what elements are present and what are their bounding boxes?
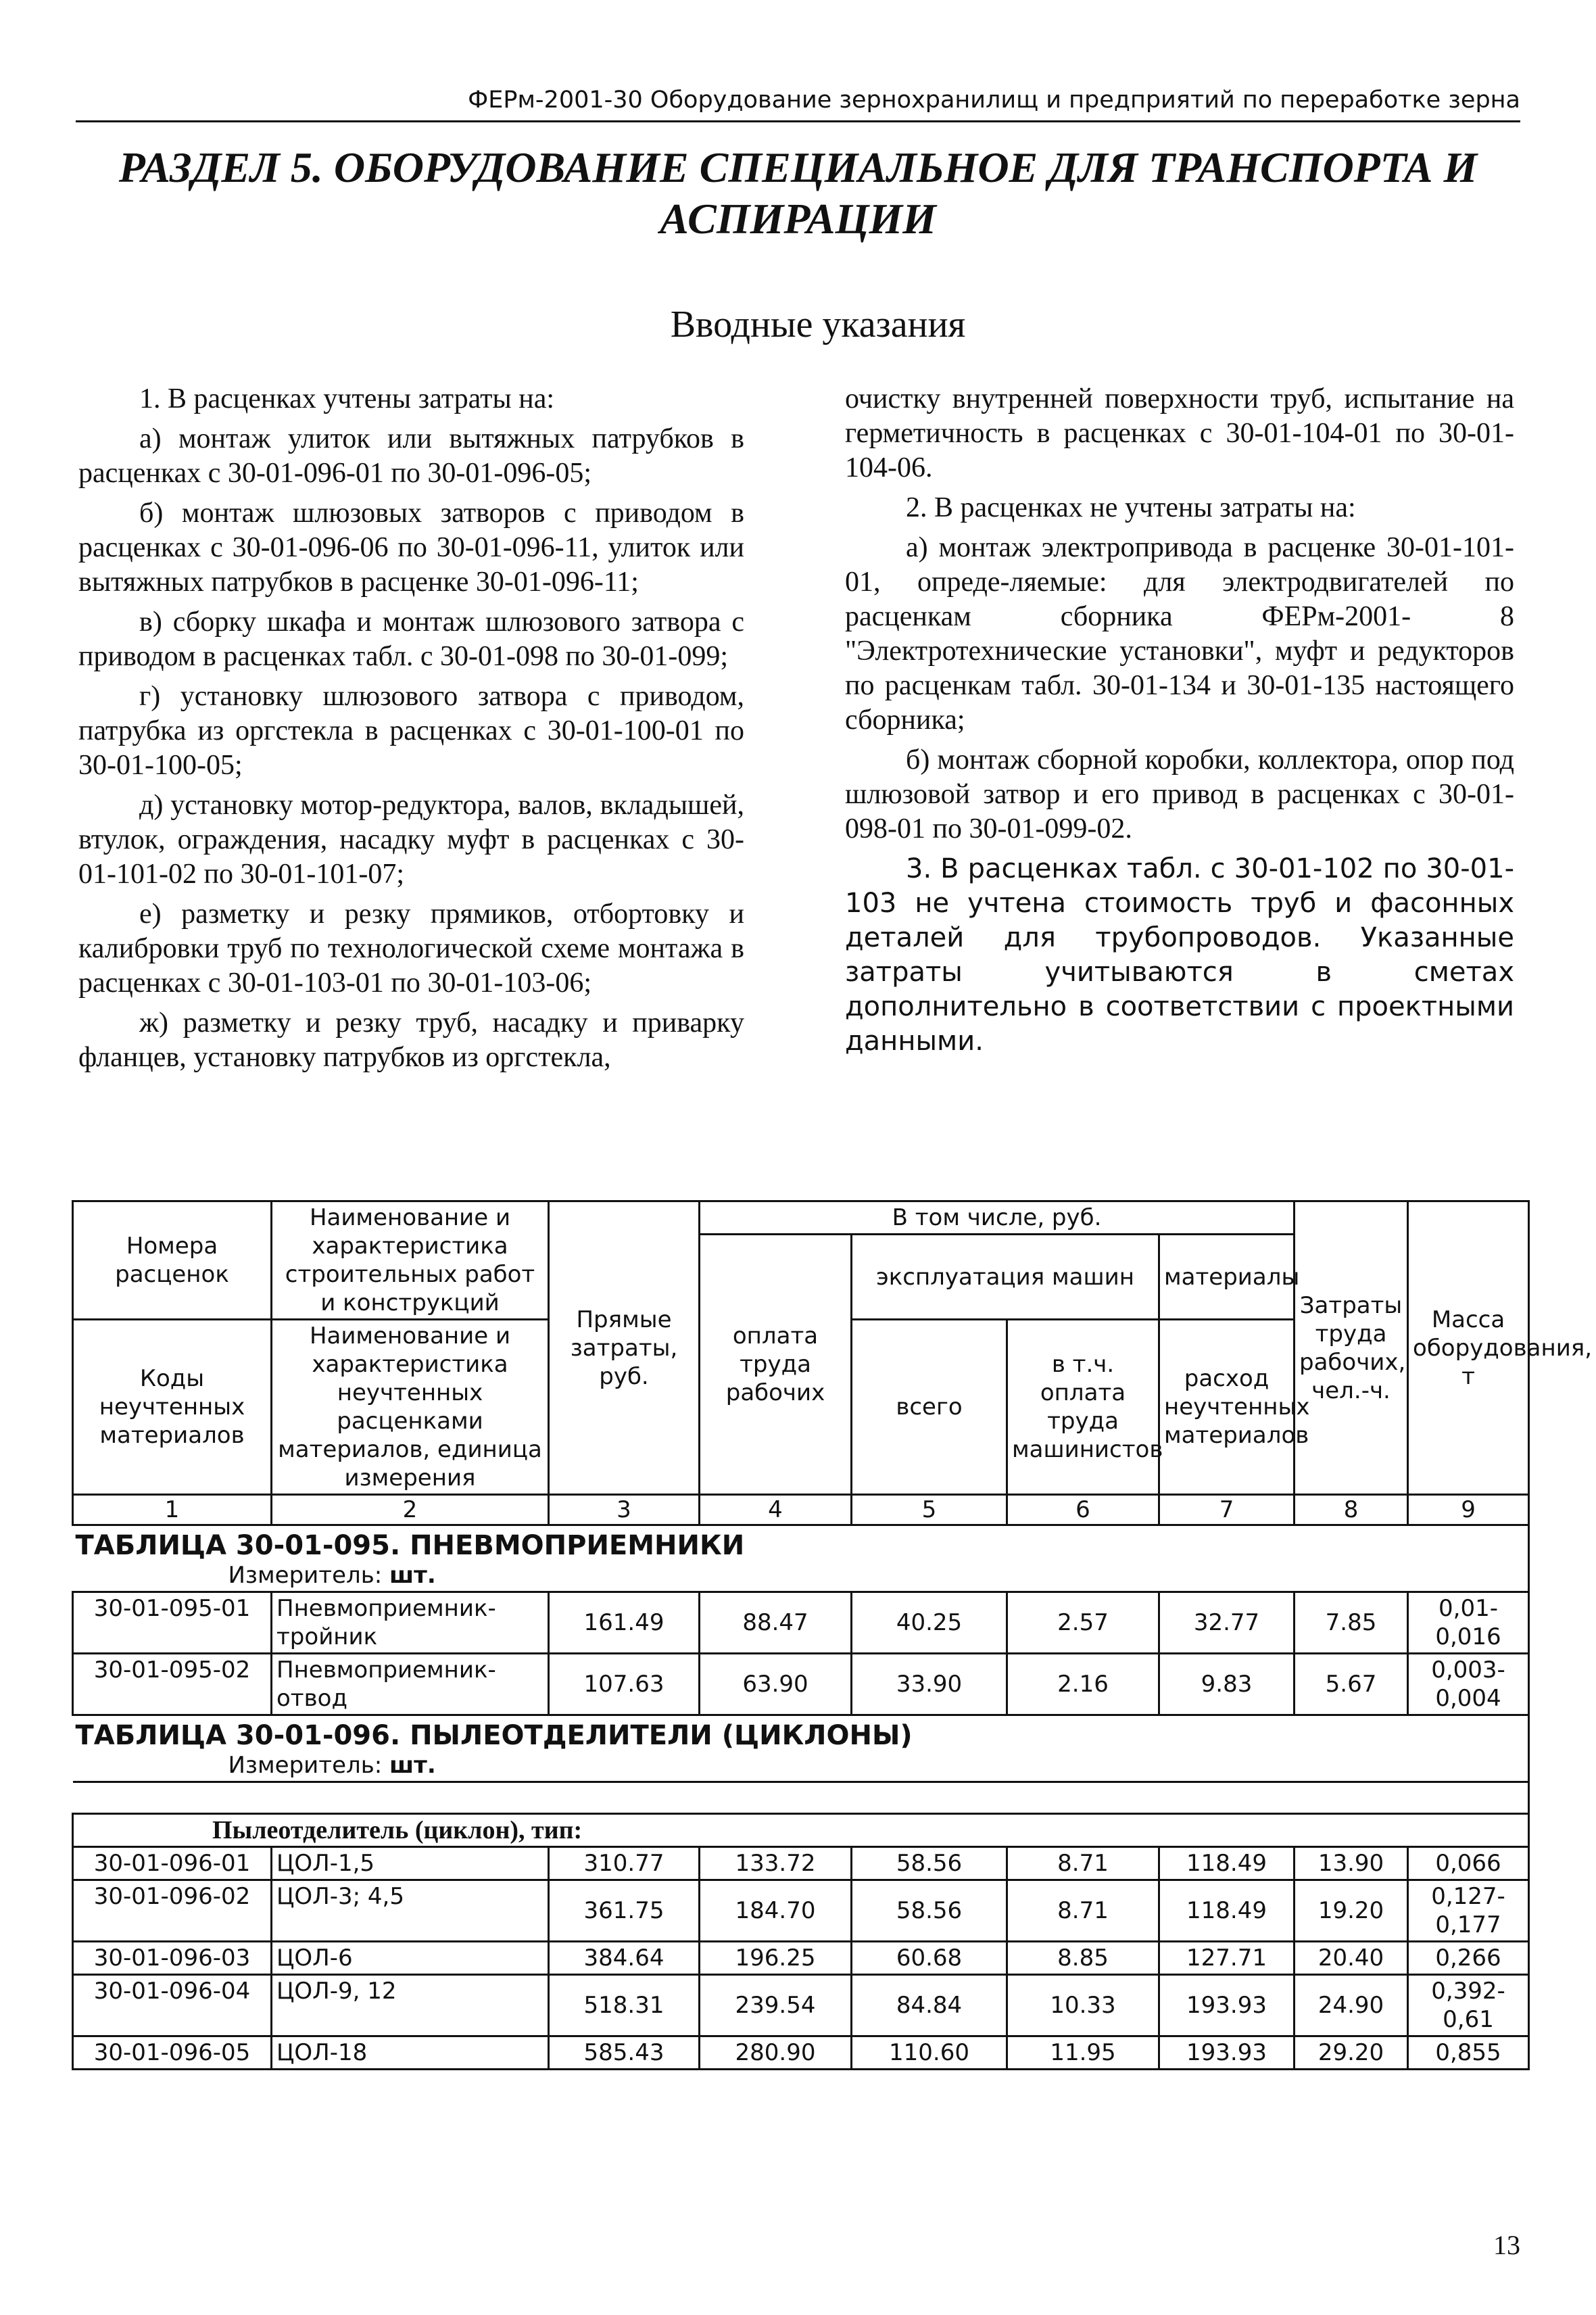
intro-paragraph: ж) разметку и резку труб, насадку и приварку фланцев, установку патрубков из оргстекла, — [78, 1007, 744, 1073]
labor: 13.90 — [1295, 1847, 1408, 1880]
rate-name: ЦОЛ-9, 12 — [272, 1975, 549, 2036]
intro-paragraph: б) монтаж шлюзовых затворов с приводом в расценках с 30-01-096-06 по 30-01-096-11, улиток или вытяжных патрубков в расценке 30-01-096-11; — [78, 498, 744, 598]
direct-costs: 310.77 — [549, 1847, 700, 1880]
intro-paragraph: 2. В расценках не учтены затраты на: — [906, 492, 1356, 523]
table-section-title: ТАБЛИЦА 30-01-096. ПЫЛЕОТДЕЛИТЕЛИ (ЦИКЛОНЫ) — [73, 1715, 1529, 1750]
operator-wages: 10.33 — [1007, 1975, 1159, 2036]
wages: 196.25 — [700, 1942, 852, 1975]
rate-code: 30-01-096-04 — [73, 1975, 272, 2036]
equipment-mass: 0,003-0,004 — [1408, 1654, 1529, 1715]
materials: 118.49 — [1159, 1847, 1295, 1880]
direct-costs: 384.64 — [549, 1942, 700, 1975]
column-number: 2 — [272, 1495, 549, 1525]
column-number: 9 — [1408, 1495, 1529, 1525]
intro-paragraph: а) монтаж электропривода в расценке 30-01-101-01, опреде-ляемые: для электродвигателей по расценкам сборника ФЕРм-2001- 8 "Электротехнические установки", муфт и редукторов по расценкам табл. 30-01-134 и 30-01-135 настоящего сборника; — [845, 532, 1514, 736]
column-number: 3 — [549, 1495, 700, 1525]
equipment-mass: 0,855 — [1408, 2036, 1529, 2070]
intro-right-column — [845, 382, 1514, 1064]
unit-label: Измеритель: — [228, 1752, 383, 1779]
header-equipment-mass: Масса оборудования, т — [1408, 1201, 1529, 1495]
table-row — [73, 2036, 1529, 2070]
table-section-title: ТАБЛИЦА 30-01-095. ПНЕВМОПРИЕМНИКИ — [73, 1525, 1529, 1560]
header-direct-costs: Прямые затраты, руб. — [549, 1201, 700, 1495]
header-rate-numbers: Номера расценок — [73, 1201, 272, 1320]
equipment-mass: 0,127-0,177 — [1408, 1880, 1529, 1942]
rate-code: 30-01-096-03 — [73, 1942, 272, 1975]
equipment-mass: 0,01-0,016 — [1408, 1592, 1529, 1654]
rate-name: Пневмоприемник-отвод — [272, 1654, 549, 1715]
machines: 58.56 — [852, 1847, 1007, 1880]
table-row — [73, 1592, 1529, 1654]
labor: 24.90 — [1295, 1975, 1408, 2036]
materials: 32.77 — [1159, 1592, 1295, 1654]
direct-costs: 585.43 — [549, 2036, 700, 2070]
labor: 20.40 — [1295, 1942, 1408, 1975]
materials: 9.83 — [1159, 1654, 1295, 1715]
intro-paragraph: б) монтаж сборной коробки, коллектора, опор под шлюзовой затвор и его привод в расценках с 30-01-098-01 по 30-01-099-02. — [845, 744, 1514, 844]
wages: 184.70 — [700, 1880, 852, 1942]
header-materials: материалы — [1159, 1235, 1295, 1320]
direct-costs: 361.75 — [549, 1880, 700, 1942]
direct-costs: 518.31 — [549, 1975, 700, 2036]
intro-paragraph: 1. В расценках учтены затраты на: — [139, 383, 555, 414]
header-name: Наименование и характеристика строительных работ и конструкций — [272, 1201, 549, 1320]
header-including: В том числе, руб. — [700, 1201, 1295, 1235]
materials: 193.93 — [1159, 2036, 1295, 2070]
rates-table — [72, 1200, 1593, 2070]
rate-code: 30-01-096-05 — [73, 2036, 272, 2070]
header-machines-total: всего — [852, 1320, 1007, 1495]
wages: 63.90 — [700, 1654, 852, 1715]
operator-wages: 8.85 — [1007, 1942, 1159, 1975]
operator-wages: 2.16 — [1007, 1654, 1159, 1715]
machines: 60.68 — [852, 1942, 1007, 1975]
group-heading: Пылеотделитель (циклон), тип: — [73, 1814, 1529, 1847]
table-row — [73, 1847, 1529, 1880]
equipment-mass: 0,266 — [1408, 1942, 1529, 1975]
wages: 88.47 — [700, 1592, 852, 1654]
labor: 7.85 — [1295, 1592, 1408, 1654]
column-number: 1 — [73, 1495, 272, 1525]
running-header: ФЕРм-2001-30 Оборудование зернохранилищ и предприятий по переработке зерна — [76, 87, 1520, 122]
rate-name: ЦОЛ-6 — [272, 1942, 549, 1975]
machines: 40.25 — [852, 1592, 1007, 1654]
intro-paragraph: 3. В расценках табл. с 30-01-102 по 30-01-103 не учтена стоимость труб и фасонных деталей для трубопроводов. Указанные затраты учитываются в сметах дополнительно в соответствии с проектными данными. — [845, 853, 1514, 1057]
operator-wages: 8.71 — [1007, 1847, 1159, 1880]
table-row — [73, 1975, 1529, 2036]
operator-wages: 2.57 — [1007, 1592, 1159, 1654]
page-number: 13 — [1493, 2230, 1520, 2260]
unit-value: шт. — [389, 1562, 436, 1589]
machines: 110.60 — [852, 2036, 1007, 2070]
rate-name: Пневмоприемник-тройник — [272, 1592, 549, 1654]
intro-paragraph: а) монтаж улиток или вытяжных патрубков в расценках с 30-01-096-01 по 30-01-096-05; — [78, 423, 744, 489]
table-row — [73, 1880, 1529, 1942]
header-material-codes: Коды неучтенных материалов — [73, 1320, 272, 1495]
header-unaccounted-materials: расход неучтенных материалов — [1159, 1320, 1295, 1495]
operator-wages: 8.71 — [1007, 1880, 1159, 1942]
column-number: 5 — [852, 1495, 1007, 1525]
header-labor: Затраты труда рабочих, чел.-ч. — [1295, 1201, 1408, 1495]
column-number: 7 — [1159, 1495, 1295, 1525]
intro-paragraph: г) установку шлюзового затвора с приводом, патрубка из оргстекла в расценках с 30-01-100-01 по 30-01-100-05; — [78, 681, 744, 781]
table-row — [73, 1942, 1529, 1975]
rate-name: ЦОЛ-18 — [272, 2036, 549, 2070]
rate-name: ЦОЛ-1,5 — [272, 1847, 549, 1880]
intro-paragraph: е) разметку и резку прямиков, отбортовку и калибровки труб по технологической схеме монтажа в расценках с 30-01-103-01 по 30-01-103-06; — [78, 899, 744, 999]
rate-code: 30-01-095-01 — [73, 1592, 272, 1654]
machines: 84.84 — [852, 1975, 1007, 2036]
unit-value: шт. — [389, 1752, 436, 1779]
direct-costs: 107.63 — [549, 1654, 700, 1715]
labor: 29.20 — [1295, 2036, 1408, 2070]
intro-paragraph: в) сборку шкафа и монтаж шлюзового затвора с приводом в расценках табл. с 30-01-098 по 30-01-099; — [78, 606, 744, 672]
table-row — [73, 1654, 1529, 1715]
machines: 58.56 — [852, 1880, 1007, 1942]
column-number: 8 — [1295, 1495, 1408, 1525]
intro-paragraph: д) установку мотор-редуктора, валов, вкладышей, втулок, ограждения, насадку муфт в расценках с 30-01-101-02 по 30-01-101-07; — [78, 790, 744, 890]
wages: 280.90 — [700, 2036, 852, 2070]
rate-code: 30-01-096-01 — [73, 1847, 272, 1880]
intro-left-column — [78, 382, 744, 1080]
rate-code: 30-01-096-02 — [73, 1880, 272, 1942]
equipment-mass: 0,066 — [1408, 1847, 1529, 1880]
column-number: 4 — [700, 1495, 852, 1525]
direct-costs: 161.49 — [549, 1592, 700, 1654]
labor: 5.67 — [1295, 1654, 1408, 1715]
unit-line — [73, 1560, 1529, 1592]
header-material-names: Наименование и характеристика неучтенных расценками материалов, единица измерения — [272, 1320, 549, 1495]
intro-heading: Вводные указания — [670, 304, 966, 345]
wages: 239.54 — [700, 1975, 852, 2036]
spacer-row — [73, 1782, 1529, 1814]
rate-code: 30-01-095-02 — [73, 1654, 272, 1715]
section-title: РАЗДЕЛ 5. ОБОРУДОВАНИЕ СПЕЦИАЛЬНОЕ ДЛЯ ТРАНСПОРТА И АСПИРАЦИИ — [118, 143, 1478, 243]
materials: 127.71 — [1159, 1942, 1295, 1975]
unit-line — [73, 1750, 1529, 1782]
column-number: 6 — [1007, 1495, 1159, 1525]
header-operator-wages: в т.ч. оплата труда машинистов — [1007, 1320, 1159, 1495]
materials: 193.93 — [1159, 1975, 1295, 2036]
header-machines: эксплуатация машин — [852, 1235, 1159, 1320]
materials: 118.49 — [1159, 1880, 1295, 1942]
wages: 133.72 — [700, 1847, 852, 1880]
operator-wages: 11.95 — [1007, 2036, 1159, 2070]
unit-label: Измеритель: — [228, 1562, 383, 1589]
machines: 33.90 — [852, 1654, 1007, 1715]
equipment-mass: 0,392-0,61 — [1408, 1975, 1529, 2036]
intro-paragraph: очистку внутренней поверхности труб, испытание на герметичность в расценках с 30-01-104-01 по 30-01-104-06. — [845, 383, 1514, 483]
labor: 19.20 — [1295, 1880, 1408, 1942]
header-wages: оплата труда рабочих — [700, 1235, 852, 1495]
rate-name: ЦОЛ-3; 4,5 — [272, 1880, 549, 1942]
